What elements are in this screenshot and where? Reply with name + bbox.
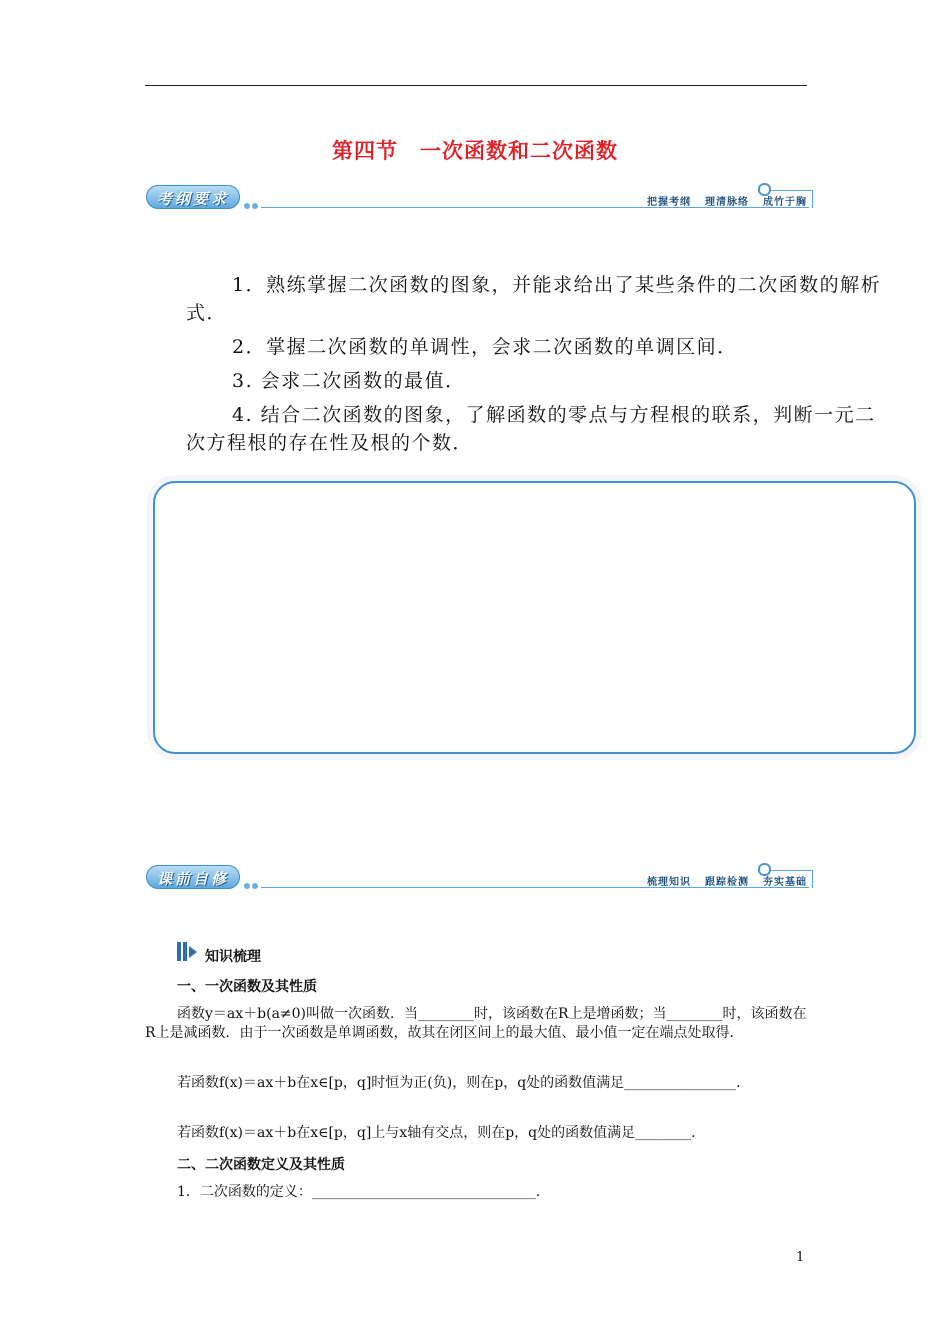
section-banner-requirements bbox=[143, 180, 813, 214]
requirement-item: 2．掌握二次函数的单调性，会求二次函数的单调区间． bbox=[232, 336, 738, 358]
section1-title: 一、一次函数及其性质 bbox=[177, 979, 317, 995]
paragraph-sign-condition: 若函数f(x)＝ax＋b在x∈[p，q]时恒为正(负)，则在p，q处的函数值满足________________． bbox=[177, 1075, 751, 1091]
paragraph-linear-function: 函数y＝ax＋b(a≠0)叫做一次函数．当________时，该函数在R上是增函数；当________时，该函数在R上是减函数．由于一次函数是单调函数，故其在闭区间上的最大值、最小值一定在端点处取得． bbox=[145, 1006, 807, 1041]
paragraph-quadratic-definition: 1．二次函数的定义：________________________________． bbox=[177, 1184, 550, 1200]
banner-dots bbox=[244, 874, 260, 893]
banner-words: 把握考纲 理清脉络 成竹于胸 bbox=[647, 197, 807, 208]
banner-badge bbox=[146, 185, 240, 209]
requirements-list bbox=[186, 271, 896, 457]
requirement-item: 3. 会求二次函数的最值． bbox=[232, 370, 466, 392]
knowledge-title: 知识梳理 bbox=[205, 949, 261, 965]
banner-badge-label: 课前自修 bbox=[156, 870, 229, 888]
banner-words: 梳理知识 跟踪检测 夯实基础 bbox=[647, 877, 807, 888]
page-number: 1 bbox=[796, 1250, 805, 1265]
section2-title: 二、二次函数定义及其性质 bbox=[177, 1157, 345, 1173]
page-title: 第四节 一次函数和二次函数 bbox=[332, 139, 618, 163]
banner-badge bbox=[146, 865, 240, 889]
banner-dots bbox=[244, 194, 260, 213]
paragraph-intersection-condition: 若函数f(x)＝ax＋b在x∈[p，q]上与x轴有交点，则在p，q处的函数值满足________． bbox=[177, 1125, 706, 1141]
blank-frame bbox=[153, 481, 916, 754]
requirement-item: 4. 结合二次函数的图象，了解函数的零点与方程根的联系，判断一元二次方程根的存在性及根的个数． bbox=[186, 404, 876, 454]
bookmark-icon bbox=[177, 942, 203, 962]
header-rule bbox=[145, 85, 807, 86]
section-banner-preview bbox=[143, 860, 813, 894]
requirement-item: 1．熟练掌握二次函数的图象，并能求给出了某些条件的二次函数的解析式． bbox=[186, 274, 882, 324]
banner-badge-label: 考纲要求 bbox=[156, 190, 229, 208]
